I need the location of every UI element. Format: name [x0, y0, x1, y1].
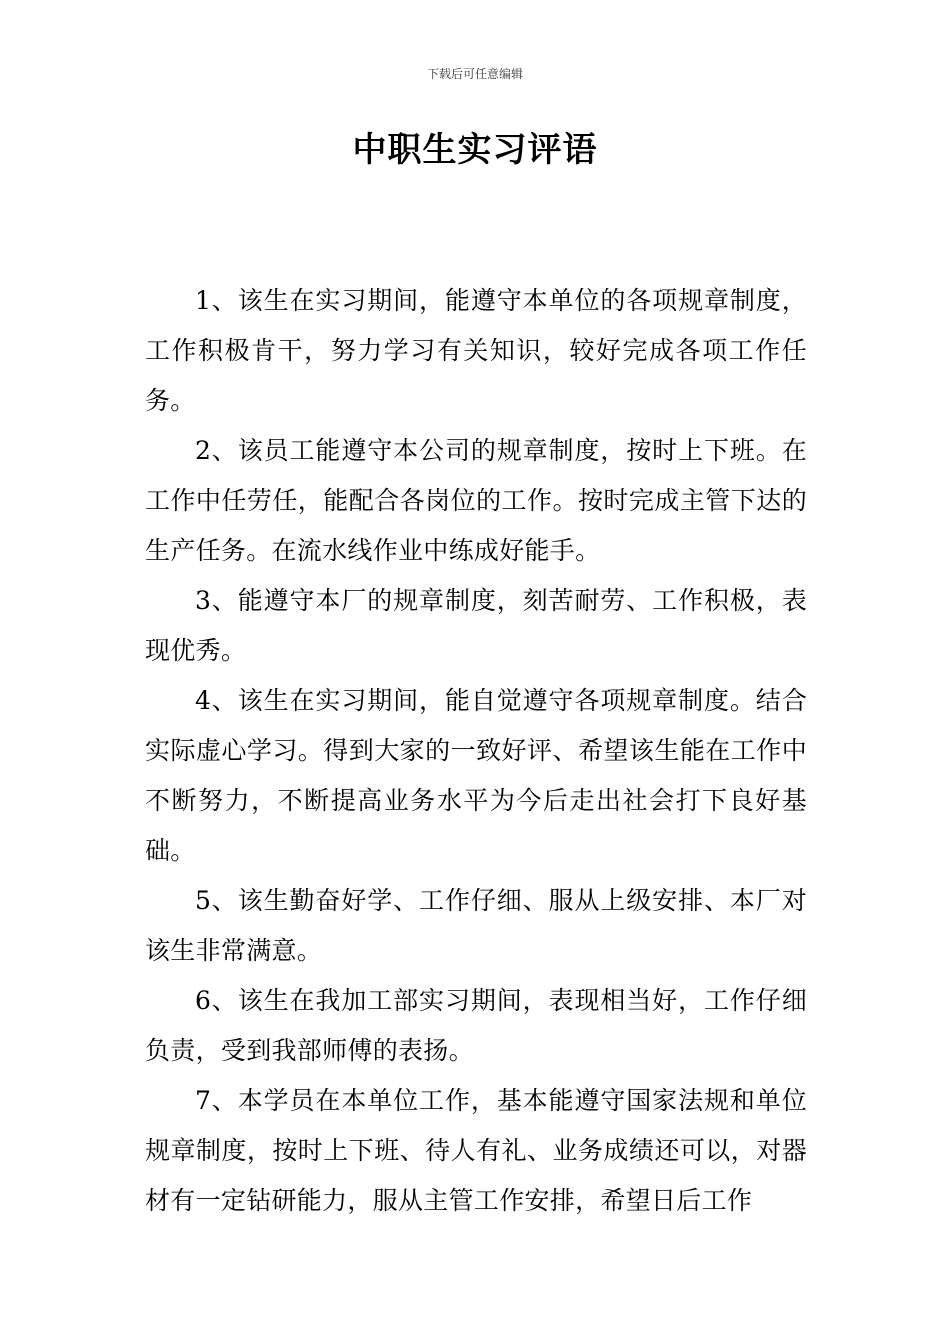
comment-paragraph-4: 4、该生在实习期间，能自觉遵守各项规章制度。结合实际虚心学习。得到大家的一致好评、希望该生能在工作中不断努力，不断提高业务水平为今后走出社会打下良好基础。: [145, 686, 807, 865]
comment-paragraph-7: 7、本学员在本单位工作，基本能遵守国家法规和单位规章制度，按时上下班、待人有礼、业务成绩还可以，对器材有一定钻研能力，服从主管工作安排，希望日后工作: [145, 1086, 807, 1215]
comment-paragraph-3: 3、能遵守本厂的规章制度，刻苦耐劳、工作积极，表现优秀。: [145, 586, 807, 665]
document-body: [145, 276, 807, 1226]
header-note: 下载后可任意编辑: [426, 67, 523, 81]
comment-paragraph-5: 5、该生勤奋好学、工作仔细、服从上级安排、本厂对该生非常满意。: [145, 886, 807, 965]
page-title: 中职生实习评语: [352, 130, 598, 170]
comment-paragraph-1: 1、该生在实习期间，能遵守本单位的各项规章制度，工作积极肯干，努力学习有关知识，较好完成各项工作任务。: [145, 286, 807, 415]
comment-paragraph-6: 6、该生在我加工部实习期间，表现相当好，工作仔细负责，受到我部师傅的表扬。: [145, 986, 807, 1065]
comment-paragraph-2: 2、该员工能遵守本公司的规章制度，按时上下班。在工作中任劳任，能配合各岗位的工作。按时完成主管下达的生产任务。在流水线作业中练成好能手。: [145, 436, 807, 565]
